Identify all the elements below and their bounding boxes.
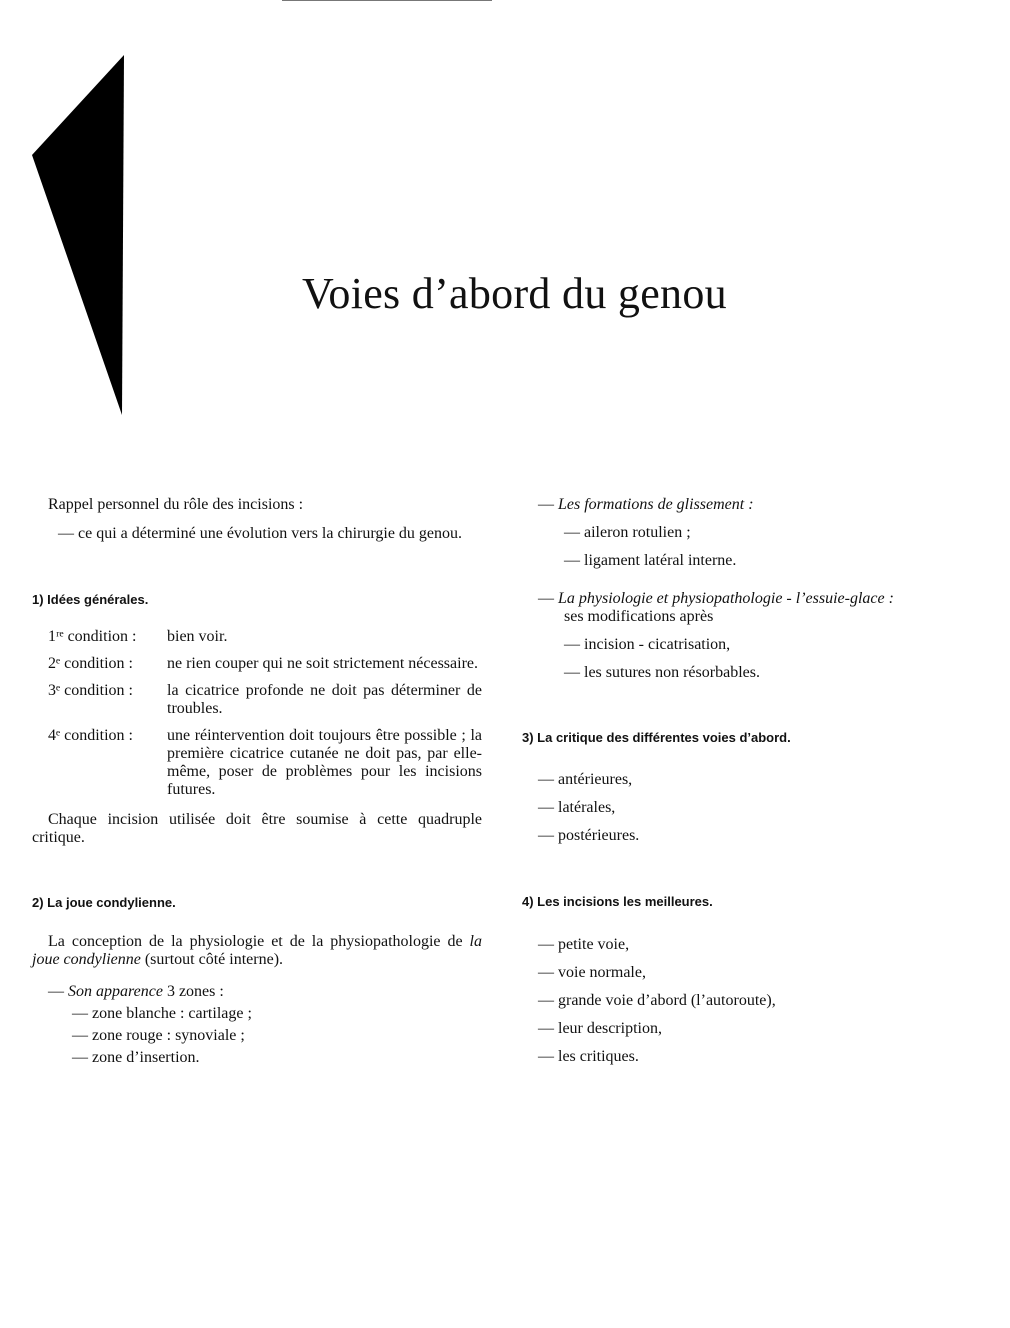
list-item: — postérieures. bbox=[538, 827, 640, 844]
dash: — bbox=[48, 983, 68, 1000]
dash: — bbox=[538, 590, 558, 607]
zone-item: — zone d’insertion. bbox=[72, 1049, 200, 1066]
paragraph-text: (surtout côté interne). bbox=[140, 951, 284, 968]
list-item: — voie normale, bbox=[538, 964, 646, 981]
formations-subitem: — ligament latéral interne. bbox=[564, 552, 737, 569]
paragraph-italic: la joue condylienne bbox=[32, 933, 482, 968]
section-1-closing: Chaque incision utilisée doit être soumise à cette quadruple critique. bbox=[32, 811, 482, 846]
condition-3 bbox=[32, 682, 482, 718]
appearance-item bbox=[32, 983, 482, 1001]
section-2-paragraph bbox=[32, 933, 482, 969]
list-item: — les critiques. bbox=[538, 1048, 639, 1065]
list-item: — grande voie d’abord (l’autoroute), bbox=[538, 992, 776, 1009]
right-column bbox=[522, 496, 982, 1066]
formations-item bbox=[522, 496, 982, 514]
condition-label: 1ʳᵉ condition : bbox=[48, 628, 137, 645]
appearance-text: 3 zones : bbox=[162, 983, 224, 1000]
list-item: — antérieures, bbox=[538, 771, 633, 788]
condition-4 bbox=[32, 727, 482, 799]
condition-2 bbox=[32, 655, 482, 673]
intro-text: Rappel personnel du rôle des incisions : bbox=[48, 496, 304, 513]
condition-label: 2ᵉ condition : bbox=[48, 655, 133, 672]
top-rule bbox=[282, 0, 492, 1]
condition-label: 4ᵉ condition : bbox=[48, 727, 133, 744]
condition-text: la cicatrice profonde ne doit pas déterminer de troubles. bbox=[167, 682, 482, 717]
conditions-list bbox=[32, 628, 482, 799]
section-4-heading: 4) Les incisions les meilleures. bbox=[522, 894, 713, 909]
condition-label: 3ᵉ condition : bbox=[48, 682, 133, 699]
condition-text: une réintervention doit toujours être possible ; la première cicatrice cutanée ne doit pas, par elle-même, poser de problèmes pour les incisions futures. bbox=[167, 727, 482, 798]
formations-subitem: — aileron rotulien ; bbox=[564, 524, 691, 541]
physio-subitem: — incision - cicatrisation, bbox=[564, 636, 731, 653]
formations-italic: Les formations de glissement : bbox=[558, 496, 754, 513]
paragraph-text: La conception de la physiologie et de la physiopathologie de bbox=[48, 933, 470, 950]
section-1-heading: 1) Idées générales. bbox=[32, 592, 149, 607]
condition-1 bbox=[32, 628, 482, 646]
condition-text: ne rien couper qui ne soit strictement nécessaire. bbox=[167, 655, 478, 672]
dash: — bbox=[538, 496, 558, 513]
zone-item: — zone blanche : cartilage ; bbox=[72, 1005, 252, 1022]
condition-text: bien voir. bbox=[167, 628, 228, 645]
list-item: — latérales, bbox=[538, 799, 616, 816]
physio-italic: La physiologie et physiopathologie - l’essuie-glace : bbox=[558, 590, 894, 607]
zone-item: — zone rouge : synoviale ; bbox=[72, 1027, 245, 1044]
physio-subitem: — les sutures non résorbables. bbox=[564, 664, 760, 681]
physio-item bbox=[522, 590, 982, 608]
page-title: Voies d’abord du genou bbox=[302, 269, 727, 318]
list-item: — leur description, bbox=[538, 1020, 662, 1037]
intro-item: — ce qui a déterminé une évolution vers la chirurgie du genou. bbox=[58, 525, 463, 542]
left-column bbox=[32, 496, 482, 1067]
section-2-heading: 2) La joue condylienne. bbox=[32, 895, 176, 910]
appearance-italic: Son apparence bbox=[68, 983, 163, 1000]
section-3-heading: 3) La critique des différentes voies d’abord. bbox=[522, 730, 791, 745]
black-wedge-graphic bbox=[32, 55, 127, 415]
physio-continuation: ses modifications après bbox=[564, 608, 714, 625]
list-item: — petite voie, bbox=[538, 936, 630, 953]
